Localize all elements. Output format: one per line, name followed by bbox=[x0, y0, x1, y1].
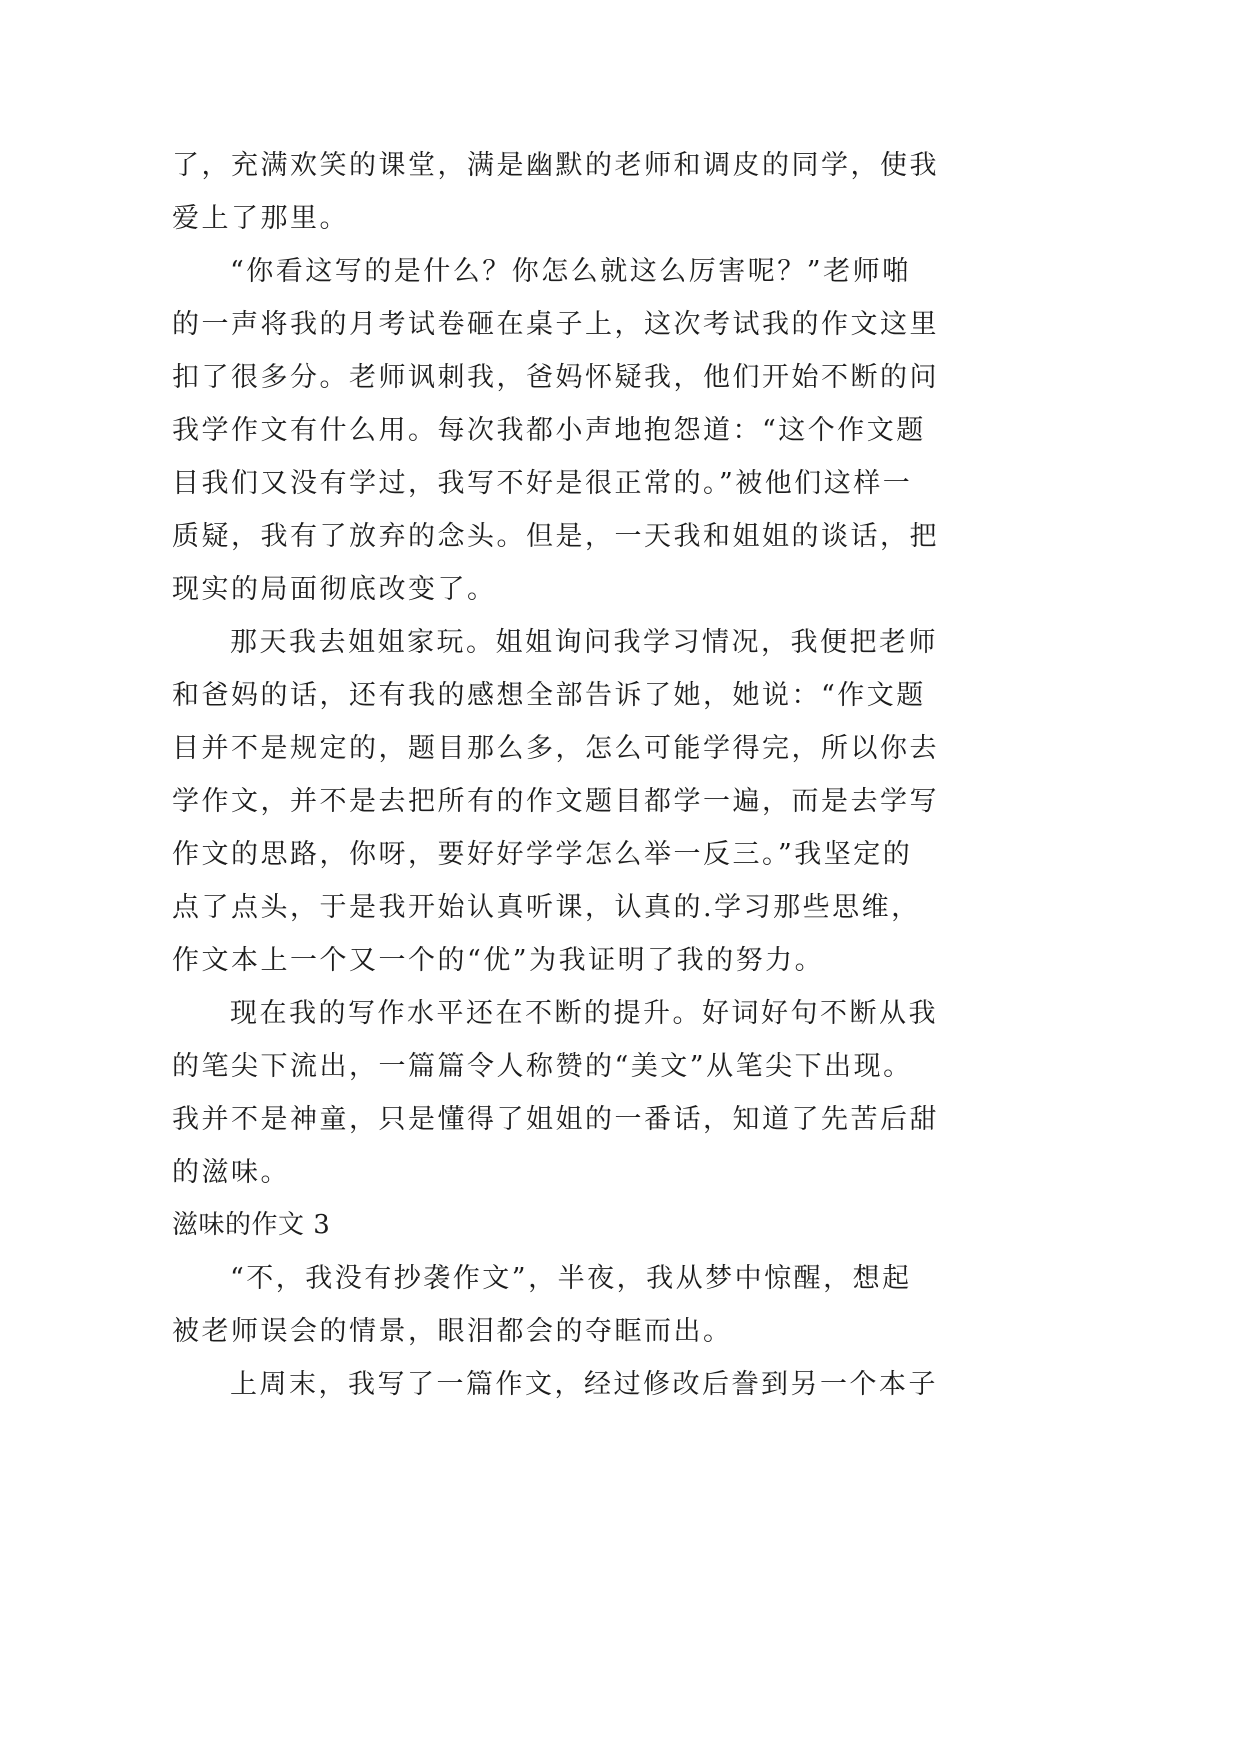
text-line: 我并不是神童，只是懂得了姐姐的一番话，知道了先苦后甜 bbox=[172, 1104, 939, 1135]
text-line: 的一声将我的月考试卷砸在桌子上，这次考试我的作文这里 bbox=[172, 309, 939, 340]
text-line: 学作文，并不是去把所有的作文题目都学一遍，而是去学写 bbox=[172, 786, 939, 817]
text-line: 现实的局面彻底改变了。 bbox=[172, 574, 497, 605]
text-line: 的滋味。 bbox=[172, 1157, 290, 1188]
text-line: 目我们又没有学过，我写不好是很正常的。”被他们这样一 bbox=[172, 468, 913, 499]
section-heading: 滋味的作文 3 bbox=[172, 1210, 331, 1240]
text-line: 那天我去姐姐家玩。姐姐询问我学习情况，我便把老师 bbox=[230, 627, 938, 658]
text-line: 扣了很多分。老师讽刺我，爸妈怀疑我，他们开始不断的问 bbox=[172, 362, 939, 393]
text-line: 目并不是规定的，题目那么多，怎么可能学得完，所以你去 bbox=[172, 733, 939, 764]
text-line: “不，我没有抄袭作文”，半夜，我从梦中惊醒，想起 bbox=[230, 1263, 912, 1294]
paragraph bbox=[172, 1358, 1072, 1411]
paragraph bbox=[172, 1252, 1072, 1358]
document-body bbox=[172, 139, 1072, 1411]
text-line: 现在我的写作水平还在不断的提升。好词好句不断从我 bbox=[230, 998, 938, 1029]
paragraph bbox=[172, 616, 1072, 987]
text-line: 和爸妈的话，还有我的感想全部告诉了她，她说：“作文题 bbox=[172, 680, 926, 711]
paragraph bbox=[172, 987, 1072, 1199]
text-line: 被老师误会的情景，眼泪都会的夺眶而出。 bbox=[172, 1316, 733, 1347]
text-line: 作文的思路，你呀，要好好学学怎么举一反三。”我坚定的 bbox=[172, 839, 913, 870]
text-line: 的笔尖下流出，一篇篇令人称赞的“美文”从笔尖下出现。 bbox=[172, 1051, 913, 1082]
text-line: 点了点头，于是我开始认真听课，认真的.学习那些思维， bbox=[172, 892, 921, 923]
paragraph bbox=[172, 245, 1072, 616]
text-line: 作文本上一个又一个的“优”为我证明了我的努力。 bbox=[172, 945, 825, 976]
text-line: 上周末，我写了一篇作文，经过修改后誊到另一个本子 bbox=[230, 1369, 938, 1400]
text-line: 我学作文有什么用。每次我都小声地抱怨道：“这个作文题 bbox=[172, 415, 926, 446]
text-line: 了，充满欢笑的课堂，满是幽默的老师和调皮的同学，使我 bbox=[172, 150, 939, 181]
text-line: 爱上了那里。 bbox=[172, 203, 349, 234]
text-line: 质疑，我有了放弃的念头。但是，一天我和姐姐的谈话，把 bbox=[172, 521, 939, 552]
paragraph bbox=[172, 139, 1072, 245]
text-line: “你看这写的是什么？你怎么就这么厉害呢？”老师啪 bbox=[230, 256, 912, 287]
